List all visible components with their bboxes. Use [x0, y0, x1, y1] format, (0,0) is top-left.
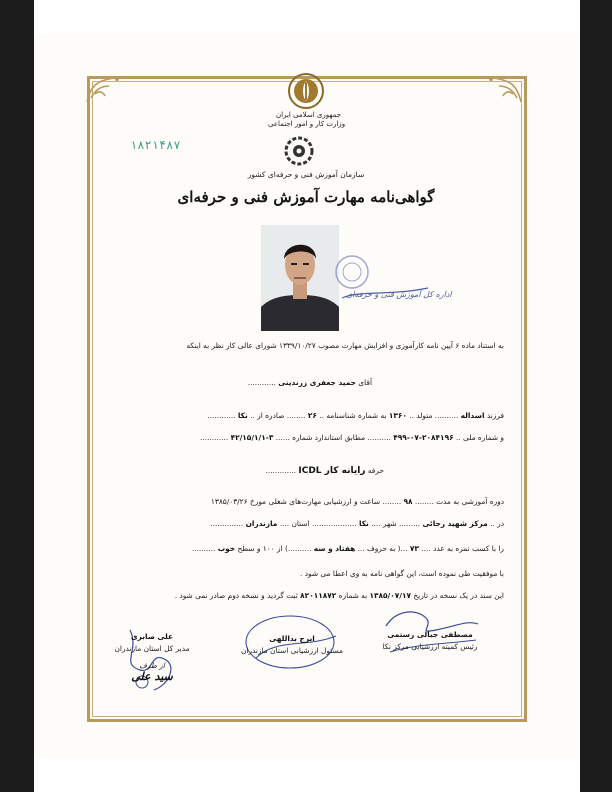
province-value: مازندران: [245, 519, 278, 528]
copy-text: این سند در یک نسخه در تاریخ: [413, 591, 504, 600]
score-words-label: به حروف: [367, 544, 396, 553]
organization-label: سازمان آموزش فنی و حرفه‌ای کشور: [247, 170, 365, 179]
course-label: دوره آموزشی به مدت: [436, 497, 504, 506]
signature-right: [370, 630, 490, 651]
signature-center-name: ایرج بداللهی: [269, 634, 315, 643]
signature-center-title: مسئول ارزشیابی استان مازندران: [240, 646, 344, 655]
official-stamp-icon: [330, 250, 430, 310]
signature-right-name: مصطفی جبالی رستمی: [387, 630, 473, 639]
signature-center: [232, 634, 352, 655]
issued-label: صادره از: [257, 411, 285, 420]
certificate-title: گواهی‌نامه مهارت آموزش فنی و حرفه‌ای: [177, 188, 435, 206]
signature-left-on-behalf: از طرف: [139, 661, 165, 670]
id-value: ۲۶: [307, 411, 317, 420]
ministry-label: وزارت کار و امور اجتماعی: [268, 120, 346, 128]
signature-left-signer: سید علی: [131, 670, 173, 683]
province-label: استان: [291, 519, 310, 528]
scan-edge-left: [0, 0, 34, 792]
name-value: حمید جعفری زرندینی: [278, 378, 357, 387]
national-label: و شماره ملی: [463, 433, 504, 442]
corner-ornament-icon: [85, 74, 127, 104]
course-line: دوره آموزشی به مدت ........ ۹۸ ........ ساعت و ارزشیابی مهارت‌های شغلی مورخ ۱۳۸۵/۰۳/۲۶: [210, 497, 504, 506]
trade-label: حرفه: [367, 466, 384, 475]
copy-date: ۱۳۸۵/۰۷/۱۷: [369, 591, 412, 600]
success-line: با موفقیت طی نموده است، این گواهی نامه به وی اعطا می شود .: [300, 569, 504, 578]
serial-number: ۱۸۲۱۴۸۷: [130, 138, 181, 152]
hours-value: ۹۸: [403, 497, 413, 506]
id-label: به شماره شناسنامه: [326, 411, 387, 420]
score-line: را با کسب نمره به عدد .... ۷۳ ...( به حروف ... هفتاد و سه ..........) از ۱۰۰ و سطح خوب ..........: [191, 544, 504, 553]
father-value: اسداله: [460, 411, 485, 420]
center-line: در .. مرکز شهید رجائی ......... شهر .... نکا ................... استان .... مازندران ..............: [210, 519, 504, 528]
republic-label: جمهوری اسلامی ایران: [276, 111, 341, 119]
copy-rest: ثبت گردید و نسخه دوم صادر نمی شود .: [174, 591, 298, 600]
city-value: نکا: [358, 519, 369, 528]
born-label: متولد: [416, 411, 433, 420]
name-line: [248, 378, 372, 387]
city-label: شهر: [382, 519, 397, 528]
name-dots: ............: [247, 378, 276, 387]
tvto-logo-icon: [284, 136, 314, 166]
trade-line: حرفه رایانه کار ICDL .............: [265, 466, 384, 476]
signature-left-name: علی صابری: [130, 632, 174, 641]
score-scale: از ۱۰۰ و سطح: [237, 544, 283, 553]
scan-edge-right: [580, 0, 612, 792]
father-label: فرزند: [486, 411, 504, 420]
iran-emblem-icon: [287, 72, 325, 110]
intro-line: [186, 341, 504, 350]
score-label: را با کسب نمره به عدد: [433, 544, 504, 553]
corner-ornament-icon: [481, 74, 523, 104]
name-label: آقای: [358, 378, 372, 387]
score-words: هفتاد و سه: [313, 544, 356, 553]
holder-photo: [261, 225, 339, 331]
center-label: در: [497, 519, 504, 528]
copy-number: ۸۲۰۱۱۸۷۲: [300, 591, 337, 600]
issued-value: نکا: [237, 411, 248, 420]
standard-label: مطابق استاندارد شماره: [292, 433, 366, 442]
signature-left: [92, 632, 212, 683]
score-num: ۷۳: [409, 544, 419, 553]
copy-line: [175, 591, 504, 600]
center-value: مرکز شهید رجائی: [422, 519, 488, 528]
father-line: فرزند اسداله .......... متولد .. ۱۳۶۰ به شماره شناسنامه .. ۲۶ ........ صادره از .. نکا ............: [207, 411, 504, 420]
signature-left-title: مدیر کل استان مازندران: [114, 644, 190, 653]
stamp-text: اداره کل آموزش فنی و حرفه‌ای: [346, 290, 452, 299]
trade-value: رایانه کار ICDL: [298, 466, 366, 476]
standard-value: ۳-۴۲/۱۵/۱/۱: [230, 433, 274, 442]
level-value: خوب: [217, 544, 236, 553]
national-value: ۲۰۸۴۱۹۶-۰۷-۴۹۹: [393, 433, 454, 442]
national-line: و شماره ملی .. ۲۰۸۴۱۹۶-۰۷-۴۹۹ .......... مطابق استاندارد شماره ...... ۳-۴۲/۱۵/۱/۱ ............: [200, 433, 504, 442]
intro-text: به استناد ماده ۶ آیین نامه کارآموزی و افزایش مهارت مصوب ۱۳۳۹/۱۰/۲۷ شورای عالی کار نظر به اینکه: [186, 341, 504, 350]
signature-right-title: رئیس کمیته ارزشیابی مرکز نکا: [382, 642, 478, 651]
copy-number-label: به شماره: [338, 591, 368, 600]
born-value: ۱۳۶۰: [388, 411, 407, 420]
course-rest: ساعت و ارزشیابی مهارت‌های شغلی مورخ ۱۳۸۵/۰۳/۲۶: [210, 497, 381, 506]
